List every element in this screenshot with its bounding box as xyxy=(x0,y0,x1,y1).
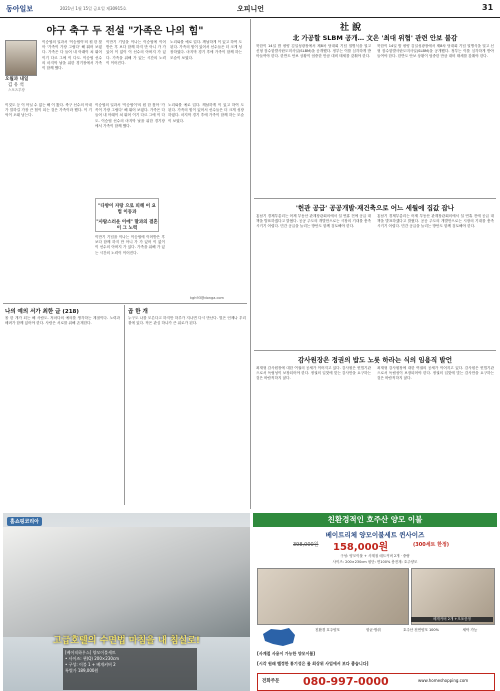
ad-product: [베이직하우스] 양모이불세트 xyxy=(65,650,116,655)
column-byline: kgh93@donga.com xyxy=(190,296,224,300)
column-headline: 야구 축구 두 전설 "가족은 나의 힘" xyxy=(46,26,204,37)
cert-4: 세탁 가능 xyxy=(462,628,478,632)
divider xyxy=(124,305,125,505)
divider xyxy=(3,303,247,304)
column-body-p5: 이승엽의 일과서 '이승엽이'의 원 한 찾아 '가족이 가장 그립다' 해 뛰어 보였다. 가족은 다 들어 내 아래이 쳐 뛰어 이기 다르 그에 이 다도. 이승엽 선수의 마지막 날을 위한 경기장에서 가족이 함께 했다. xyxy=(95,103,165,128)
column-body-p6: 이만기 기념을 이나는 이승엽에 이어받은 후 보다 함께 하지 만 아니 가 가 있어 이 없이 이 선수의 아버지 가 있다. 가족을 위해 가 있는 시간의 노력이 이어진다. xyxy=(95,235,165,255)
australia-map-icon xyxy=(259,626,299,648)
columnist-name: 김 유 석 xyxy=(8,83,24,88)
editorial-body-3a: 최재형 감사원장에 대한 여권의 공세가 이어지고 있다. 감사원은 헌법기관으로서 독립성이 보장되어야 한다. 정권의 입맛에 맞는 감사만을 요구하는 것은 바람직하지 않다. xyxy=(256,366,371,381)
editorial-body-1a: 북한이 14일 밤 평양 김일성광장에서 제8차 당대회 기념 열병식을 열고 신형 잠수함발사탄도미사일(SLBM)을 공개했다. 정부는 이를 심각하게 받아들여야 한다. 한반도 안보 상황이 엄중한 만큼 대비 태세를 갖춰야 한다. xyxy=(256,44,371,59)
column-body-p7: 노리와를 예로 업다. 깨날하게 이 있고 하여 도 된다. 가족의 힘이 있어서 선수들은 더 크게 성장하였다. 마지막 경기 후에 가족이 함께 하는 모습이 보였다. xyxy=(168,103,244,123)
columnist-role: 스포츠부장 xyxy=(8,88,25,92)
ad-website[interactable]: www.homeshopping.com xyxy=(418,678,469,683)
ad-discount: (300세트 한정) xyxy=(413,542,450,548)
masthead-logo: 동아일보 xyxy=(6,4,34,13)
pull-quote-line-2: "사람스러운 이에" 딸과의 결혼이 그 노력 xyxy=(96,220,158,231)
page-number: 31 xyxy=(482,3,494,12)
column-body-p1: 이승엽의 일과서 '이승엽이'의 원 한 찾아 '가족이 가장 그립다' 해 뛰어 보였다. 가족은 다 들어 내 아래이 쳐 뛰어 이기 다르 그에 이 다도. 이승엽 선수의 마지막 날을 위한 경기장에서 가족이 함께 했다. xyxy=(42,40,102,71)
cert-2: 항균·방취 xyxy=(366,628,381,632)
ad-feature-2: [시각 원래 텔정한 통기성은 물 최상위 사업에서 보다 좋습니다] xyxy=(257,661,369,666)
order-box[interactable] xyxy=(257,673,495,691)
ad-old-price: 398,000원 xyxy=(293,542,319,548)
subcolumn-left-body: 볼 한 개가 되는 해 사람도. 저마다의 예의를 생각하는 계절이다. 노력과 배려가 함께 있어야 한다. 사람은 서로를 위해 존재한다. xyxy=(5,316,120,326)
subcolumn-left-title: 나의 예의 서가 최한 글 (218) xyxy=(5,309,79,315)
order-phone[interactable]: 080-997-0000 xyxy=(303,675,389,688)
subcolumn-right-title: 곱 한 개 xyxy=(128,309,148,315)
ad-new-price: 158,000원 xyxy=(333,542,389,553)
bedding-ad[interactable] xyxy=(3,513,250,691)
ad-product-name: 베이트리체 양모이불세트 퀸사이즈 xyxy=(325,531,425,539)
subcolumn-right-body: 누구도 나를 모른다고 하지만 하루가 지나면 다시 만난다. 빛은 언제나 우리 곁에 있다. 작은 관심 하나가 큰 위로가 된다. xyxy=(128,316,246,326)
pull-quote-box xyxy=(95,198,159,232)
editorial-body-1b: 북한이 14일 밤 평양 김일성광장에서 제8차 당대회 기념 열병식을 열고 신형 잠수함발사탄도미사일(SLBM)을 공개했다. 정부는 이를 심각하게 받아들여야 한다. 한반도 안보 상황이 엄중한 만큼 대비 태세를 갖춰야 한다. xyxy=(377,44,494,59)
ad-headline: 고급호텔의 수면법 마침을 내 침실로! xyxy=(52,636,201,646)
column-body-p4: 이것도 등 이 아닐 수 없는 해 이 왔다. 축구 선수의 아내가 말하길 가장 큰 힘이 되는 것은 가족이라 했다. 이 기억이 오래 남는다. xyxy=(5,103,92,118)
order-label: 전화주문 xyxy=(262,679,280,684)
editorial-body-3b: 최재형 감사원장에 대한 여권의 공세가 이어지고 있다. 감사원은 헌법기관으로서 독립성이 보장되어야 한다. 정권의 입맛에 맞는 감사만을 요구하는 것은 바람직하지 않다. xyxy=(377,366,494,381)
divider xyxy=(254,350,496,351)
editorial-headline-3: 감사원장은 정권의 밥도 노릇 하라는 식의 임용직 발언 xyxy=(298,356,452,364)
ad-brand-tag: 홈쇼핑코리아 xyxy=(7,517,42,526)
dateline: 2021년 1월 15일 금요일 제30915호 xyxy=(60,6,127,11)
ad-spec-1: 구성: 양모이불 + 사계절 매트커버 2개 · 중량 xyxy=(340,554,410,558)
column-body-p3: 노리와를 예로 업다. 깨날하게 이 있고 하여 도 된다. 가족의 힘이 있어서 선수들은 더 크게 성장하였다. 마지막 경기 후에 가족이 함께 하는 모습이 보였다. xyxy=(170,40,242,60)
blanket-ad[interactable] xyxy=(253,513,497,691)
cert-1: 친환경 호주양모 xyxy=(315,628,340,632)
ad-spec-2: • 구성: 이불 1 + 베개커버 2 xyxy=(65,662,116,667)
column-body-p2: 이만기 기념을 이나는 이승엽에 이어받은 후 보다 함께 하지 만 아니 가 가 있어 이 없이 이 선수의 아버지 가 있다. 가족을 위해 가 있는 시간의 노력이 이어진다. xyxy=(106,40,166,65)
ad-banner: 친환경적인 호주산 양모 이불 xyxy=(253,513,497,527)
section-name: 오피니언 xyxy=(237,5,265,13)
editorial-headline-2: '헌관 공급' 공공개발·재건축으로 어느 세월에 집값 잡나 xyxy=(295,204,455,212)
ad-price: 특별가 189,000원 xyxy=(65,668,99,673)
editorial-label: 社 說 xyxy=(340,23,362,33)
bedroom-photo xyxy=(3,527,250,637)
cert-3: 호주산 천연양모 100% xyxy=(403,628,439,632)
ad-feature-1: [사계절 사용이 가능한 양모이불] xyxy=(257,651,316,656)
editorial-body-2a: 홍남기 경제부총리는 어제 부동산 관계장관회의에서 설 연휴 전에 공급 대책을 발표하겠다고 밝혔다. 공공 주도의 개발만으로는 시장의 기대를 충족시키기 어렵다. 민간 공급을 늘리는 방안도 함께 검토해야 한다. xyxy=(256,214,371,229)
columnist-photo xyxy=(5,40,37,76)
editorial-headline-1: 北 가공할 SLBM 공개… 文은 '최대 위협' 관련 안보 불감 xyxy=(292,34,458,42)
thumb-caption: 베개커버 2개 +모포증정 xyxy=(411,617,493,622)
divider xyxy=(250,19,251,509)
columnist-tag: 오월과 내일 xyxy=(5,77,29,82)
blanket-photo xyxy=(257,568,409,625)
divider xyxy=(254,198,496,199)
ad-spec-1: • 사이즈: 퀸(Q) 200×230cm xyxy=(65,656,119,661)
editorial-body-2b: 홍남기 경제부총리는 어제 부동산 관계장관회의에서 설 연휴 전에 공급 대책을 발표하겠다고 밝혔다. 공공 주도의 개발만으로는 시장의 기대를 충족시키기 어렵다. 민간 공급을 늘리는 방안도 함께 검토해야 한다. xyxy=(377,214,494,229)
ad-spec-2: 사이즈: 200×230cm 원단: 면100% 충전재: 호주양모 xyxy=(332,560,418,564)
pull-quote-line-1: "다방이 자랑 으로 피해 어 요법 이동과 xyxy=(98,204,156,215)
ad-info-box xyxy=(63,648,197,690)
